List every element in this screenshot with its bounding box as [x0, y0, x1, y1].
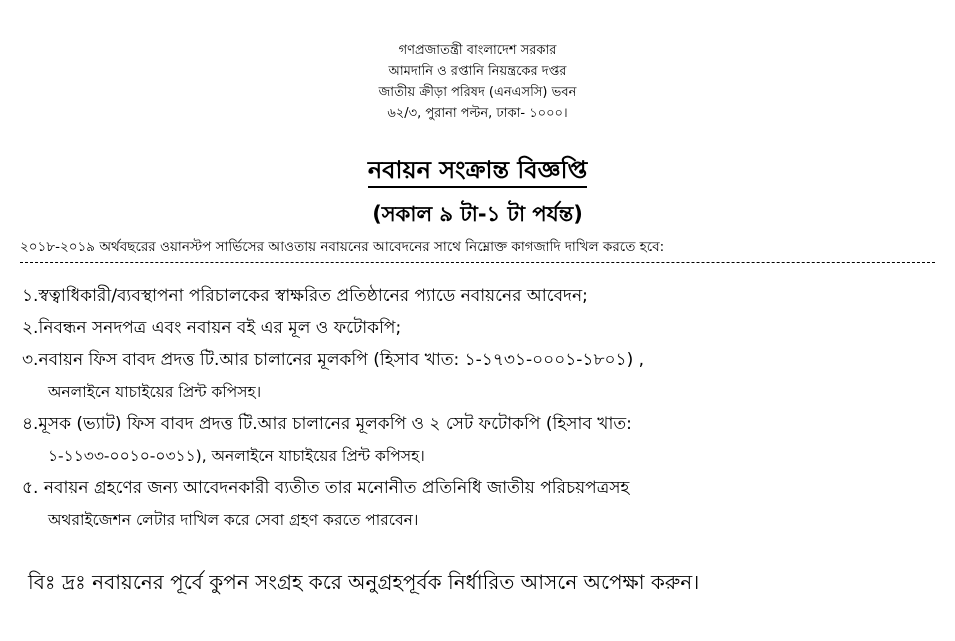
list-item-5: ৫. নবায়ন গ্রহণের জন্য আবেদনকারী ব্যতীত তার মনোনীত প্রতিনিধি জাতীয় পরিচয়পত্রসহ — [22, 478, 630, 498]
list-item-3-continued: অনলাইনে যাচাইয়ের প্রিন্ট কপিসহ। — [48, 383, 262, 401]
notice-title-wrapper — [0, 152, 955, 192]
header-building: জাতীয় ক্রীড়া পরিষদ (এনএসসি) ভবন — [378, 85, 577, 100]
footer-note: বিঃ দ্রঃ নবায়নের পূর্বে কুপন সংগ্রহ করে অনুগ্রহপূর্বক নির্ধারিত আসনে অপেক্ষা করুন। — [28, 570, 700, 594]
notice-intro: ২০১৮-২০১৯ অর্থবছরের ওয়ানস্টপ সার্ভিসের আওতায় নবায়নের আবেদনের সাথে নিম্নোক্ত কাগজাদি দাখিল করতে হবে: — [20, 236, 935, 263]
list-item-1: ১.স্বত্বাধিকারী/ব্যবস্থাপনা পরিচালকের স্বাক্ষরিত প্রতিষ্ঠানের প্যাডে নবায়নের আবেদন; — [22, 286, 588, 306]
list-item-4-continued: ১-১১৩৩-০০১০-০৩১১), অনলাইনে যাচাইয়ের প্রিন্ট কপিসহ। — [48, 447, 425, 465]
notice-title: নবায়ন সংক্রান্ত বিজ্ঞপ্তি — [368, 156, 587, 188]
notice-hours: (সকাল ৯ টা-১ টা পর্যন্ত) — [372, 202, 583, 226]
list-item-3: ৩.নবায়ন ফিস বাবদ প্রদত্ত টি.আর চালানের মূলকপি (হিসাব খাত: ১-১৭৩১-০০০১-১৮০১) , — [22, 350, 645, 370]
office-header — [0, 40, 955, 124]
header-office: আমদানি ও রপ্তানি নিয়ন্ত্রকের দপ্তর — [388, 64, 567, 79]
requirements-list — [22, 280, 937, 536]
list-item-2: ২.নিবন্ধন সনদপত্র এবং নবায়ন বই এর মূল ও ফটোকপি; — [22, 318, 402, 338]
header-address: ৬২/৩, পুরানা পল্টন, ঢাকা- ১০০০। — [387, 106, 568, 121]
list-item-5-continued: অথরাইজেশন লেটার দাখিল করে সেবা গ্রহণ করতে পারবেন। — [48, 511, 419, 529]
header-government: গণপ্রজাতন্ত্রী বাংলাদেশ সরকার — [398, 43, 557, 58]
list-item-4: ৪.মূসক (ভ্যাট) ফিস বাবদ প্রদত্ত টি.আর চালানের মূলকপি ও ২ সেট ফটোকপি (হিসাব খাত: — [22, 414, 632, 434]
